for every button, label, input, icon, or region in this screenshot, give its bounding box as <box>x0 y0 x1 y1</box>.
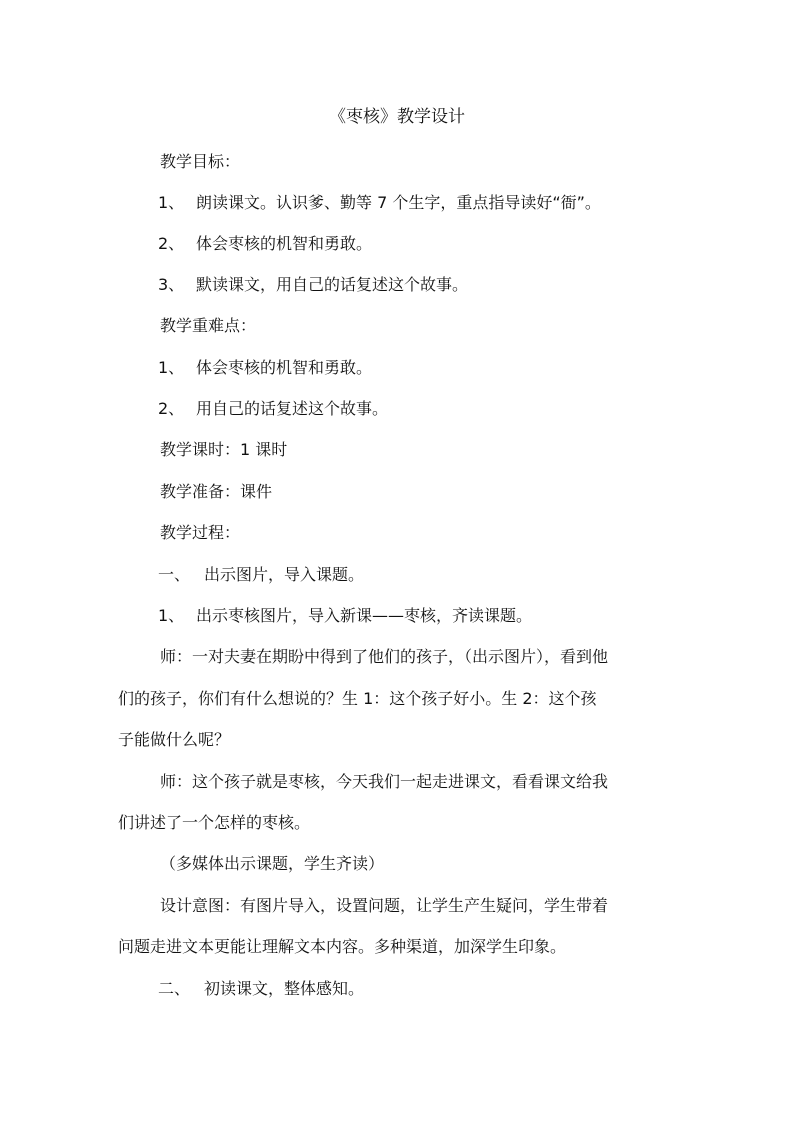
goal-number: 2、 <box>158 234 185 253</box>
goal-text: 体会枣核的机智和勇敢。 <box>196 234 373 253</box>
class-hours: 教学课时：1 课时 <box>160 440 288 459</box>
goal-number: 3、 <box>158 275 185 294</box>
document-title: 《枣核》教学设计 <box>329 107 465 127</box>
paragraph-line: 师：一对夫妻在期盼中得到了他们的孩子，（出示图片），看到他 <box>160 647 609 666</box>
process-heading: 教学过程： <box>160 523 241 542</box>
paragraph-line: 师：这个孩子就是枣核，今天我们一起走进课文，看看课文给我 <box>160 772 609 791</box>
paragraph-line: 们的孩子，你们有什么想说的？生 1：这个孩子好小。生 2：这个孩 <box>118 689 597 708</box>
goal-item <box>158 232 372 256</box>
section-number: 一、 <box>158 565 191 584</box>
design-intent-line: 设计意图：有图片导入，设置问题，让学生产生疑问，学生带着 <box>160 896 609 915</box>
goal-text: 默读课文，用自己的话复述这个故事。 <box>196 275 469 294</box>
step-text: 出示枣核图片，导入新课——枣核，齐读课题。 <box>196 606 533 625</box>
section-text: 初读课文，整体感知。 <box>204 979 365 998</box>
section-heading <box>158 977 364 1001</box>
paragraph-line: 们讲述了一个怎样的枣核。 <box>118 813 311 832</box>
section-number: 二、 <box>158 979 191 998</box>
section-text: 出示图片，导入课题。 <box>204 565 365 584</box>
key-heading: 教学重难点： <box>160 316 257 335</box>
media-note: （多媒体出示课题，学生齐读） <box>160 854 385 873</box>
goals-heading: 教学目标： <box>160 152 241 171</box>
preparation: 教学准备：课件 <box>160 482 273 501</box>
goal-item <box>158 273 468 297</box>
goal-text: 朗读课文。认识爹、勤等 7 个生字，重点指导读好“衙”。 <box>196 193 601 212</box>
step-item <box>158 604 532 628</box>
goal-item <box>158 191 601 215</box>
design-intent-line: 问题走进文本更能让理解文本内容。多种渠道，加深学生印象。 <box>118 937 567 956</box>
step-number: 1、 <box>158 606 185 625</box>
key-point-number: 2、 <box>158 399 185 418</box>
key-point-item <box>158 356 372 380</box>
key-point-item <box>158 397 388 421</box>
key-point-text: 用自己的话复述这个故事。 <box>196 399 389 418</box>
paragraph-line: 子能做什么呢？ <box>118 730 231 749</box>
section-heading <box>158 563 364 587</box>
key-point-text: 体会枣核的机智和勇敢。 <box>196 358 373 377</box>
goal-number: 1、 <box>158 193 185 212</box>
key-point-number: 1、 <box>158 358 185 377</box>
